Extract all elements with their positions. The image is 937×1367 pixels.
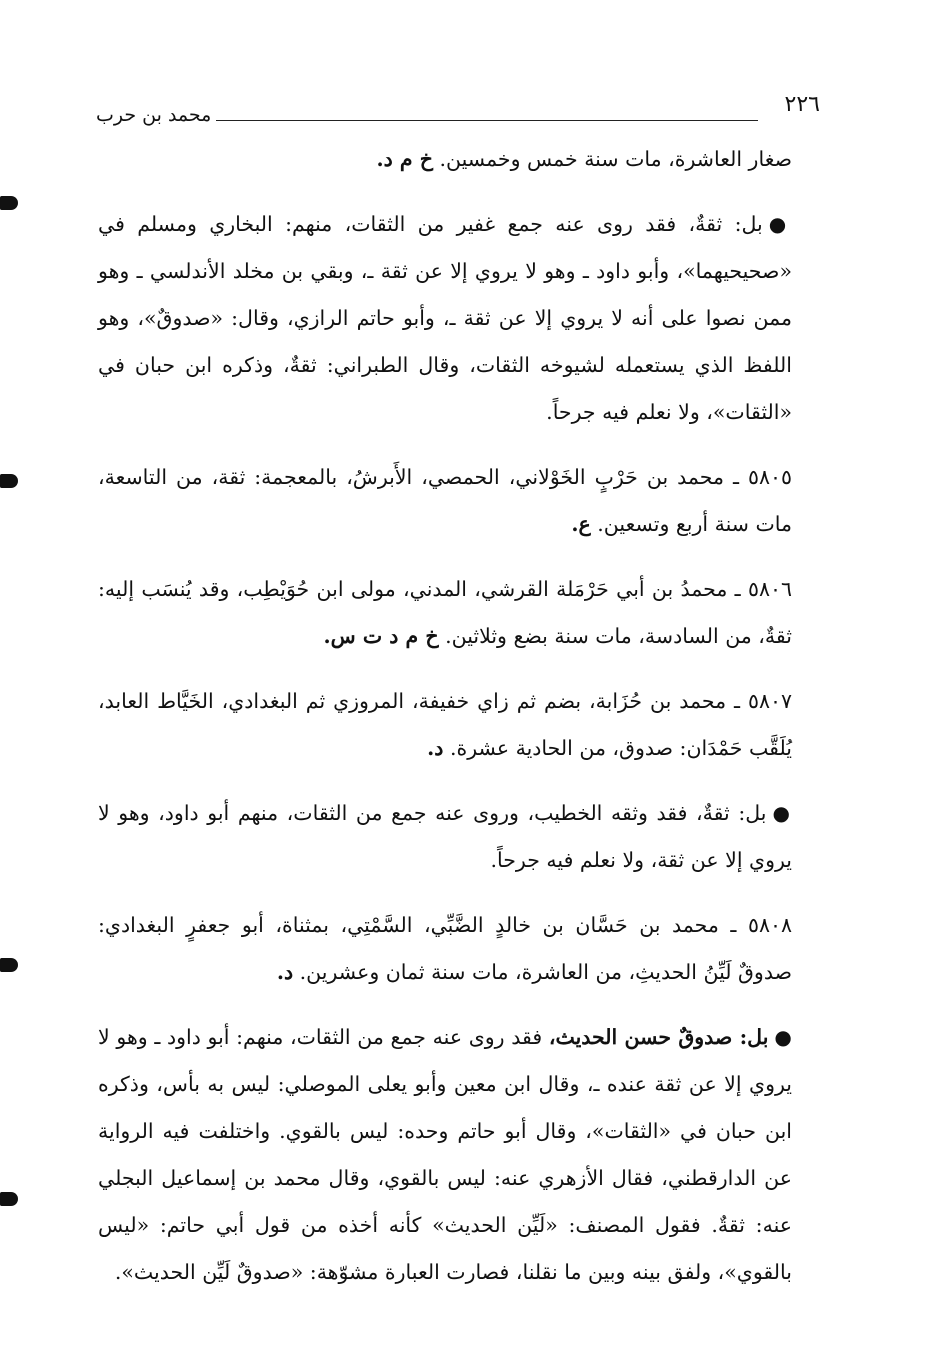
page-body	[98, 136, 792, 1314]
source-abbreviations: د.	[276, 960, 294, 984]
paragraph-text: ٥٨٠٧ ـ محمد بن حُزَابة، بضم ثم زاي خفيفة، المروزي ثم البغدادي، الخَيَّاط العابد، يُلَقَّب حَمْدَان: صدوق، من الحادية عشرة. د.	[98, 689, 792, 760]
paragraph-text: ●بل: ثقةٌ، فقد وثقه الخطيب، وروى عنه جمع من الثقات، منهم أبو داود، وهو لا يروي إلا عن ثقة، ولا نعلم فيه جرحاً.	[98, 801, 792, 872]
paragraph-text: ●بل: صدوقٌ حسن الحديث، فقد روى عنه جمع من الثقات، منهم: أبو داود ـ وهو لا يروي إلا عن ثقة عنده ـ، وقال ابن معين وأبو يعلى الموصلي: ليس به بأس، وذكره ابن حبان في «الثقات»، وقال أبو حاتم وحده: ليس بالقوي. واختلفت فيه الرواية عن الدارقطني، فقال الأزهري عنه: ليس بالقوي، وقال محمد بن إسماعيل البجلي عنه: ثقةٌ. فقول المصنف: «لَيِّن الحديث» كأنه أخذه من قول أبي حاتم: «ليس بالقوي»، ولفق بينه وبين ما نقلنا، فصارت العبارة مشوّهة: «صدوقٌ لَيِّن الحديث».	[98, 1025, 793, 1284]
margin-mark	[0, 474, 18, 488]
margin-mark	[0, 958, 18, 972]
margin-mark	[0, 196, 18, 210]
source-abbreviations: خ م د ت س.	[323, 624, 439, 648]
entry-5806	[98, 566, 792, 660]
commentary-paragraph	[98, 1014, 792, 1296]
source-abbreviations: د.	[427, 736, 444, 760]
bullet-icon: ●	[768, 212, 793, 236]
entry-5807	[98, 678, 792, 772]
source-abbreviations: خ م د.	[376, 147, 433, 171]
continuation-paragraph	[98, 136, 792, 183]
bullet-icon: ●	[774, 1025, 793, 1049]
paragraph-text: ٥٨٠٨ ـ محمد بن حَسَّان بن خالدٍ الضَّبِّي، السَّمْتِي، بمثناة، أبو جعفرٍ البغدادي: صدوقٌ لَيِّنُ الحديثِ، من العاشرة، مات سنة ثمان وعشرين. د.	[98, 913, 792, 984]
commentary-paragraph	[98, 201, 792, 436]
source-abbreviations: ع.	[571, 512, 591, 536]
margin-mark	[0, 1192, 18, 1206]
running-title: محمد بن حرب	[96, 104, 212, 126]
page-header	[96, 92, 820, 126]
emphasized-verdict: بل: صدوقٌ حسن الحديث،	[548, 1025, 769, 1049]
paragraph-text: ●بل: ثقةٌ، فقد روى عنه جمع غفير من الثقات، منهم: البخاري ومسلم في «صحيحيهما»، وأبو داود ـ وهو لا يروي إلا عن ثقة ـ، وبقي بن مخلد الأندلسي ـ وهو ممن نصوا على أنه لا يروي إلا عن ثقة ـ، وأبو حاتم الرازي، وقال: «صدوقٌ»، وهو اللفظ الذي يستعمله لشيوخه الثقات، وقال الطبراني: ثقةٌ، وذكره ابن حبان في «الثقات»، ولا نعلم فيه جرحاً.	[98, 212, 793, 424]
paragraph-text: ٥٨٠٦ ـ محمدُ بن أبي حَرْمَلة القرشي، المدني، مولى ابن حُوَيْطِب، وقد يُنسَب إليه: ثقةٌ، من السادسة، مات سنة بضع وثلاثين. خ م د ت س.	[98, 577, 792, 648]
entry-5805	[98, 454, 792, 548]
bullet-icon: ●	[772, 801, 792, 825]
header-rule	[216, 120, 758, 121]
paragraph-text: ٥٨٠٥ ـ محمد بن حَرْبٍ الخَوْلاني، الحمصي، الأَبرشُ، بالمعجمة: ثقة، من التاسعة، مات سنة أربع وتسعين. ع.	[98, 465, 792, 536]
page-number: ٢٢٦	[784, 92, 820, 117]
commentary-paragraph	[98, 790, 792, 884]
entry-5808	[98, 902, 792, 996]
paragraph-text: صغار العاشرة، مات سنة خمس وخمسين. خ م د.	[376, 147, 792, 171]
